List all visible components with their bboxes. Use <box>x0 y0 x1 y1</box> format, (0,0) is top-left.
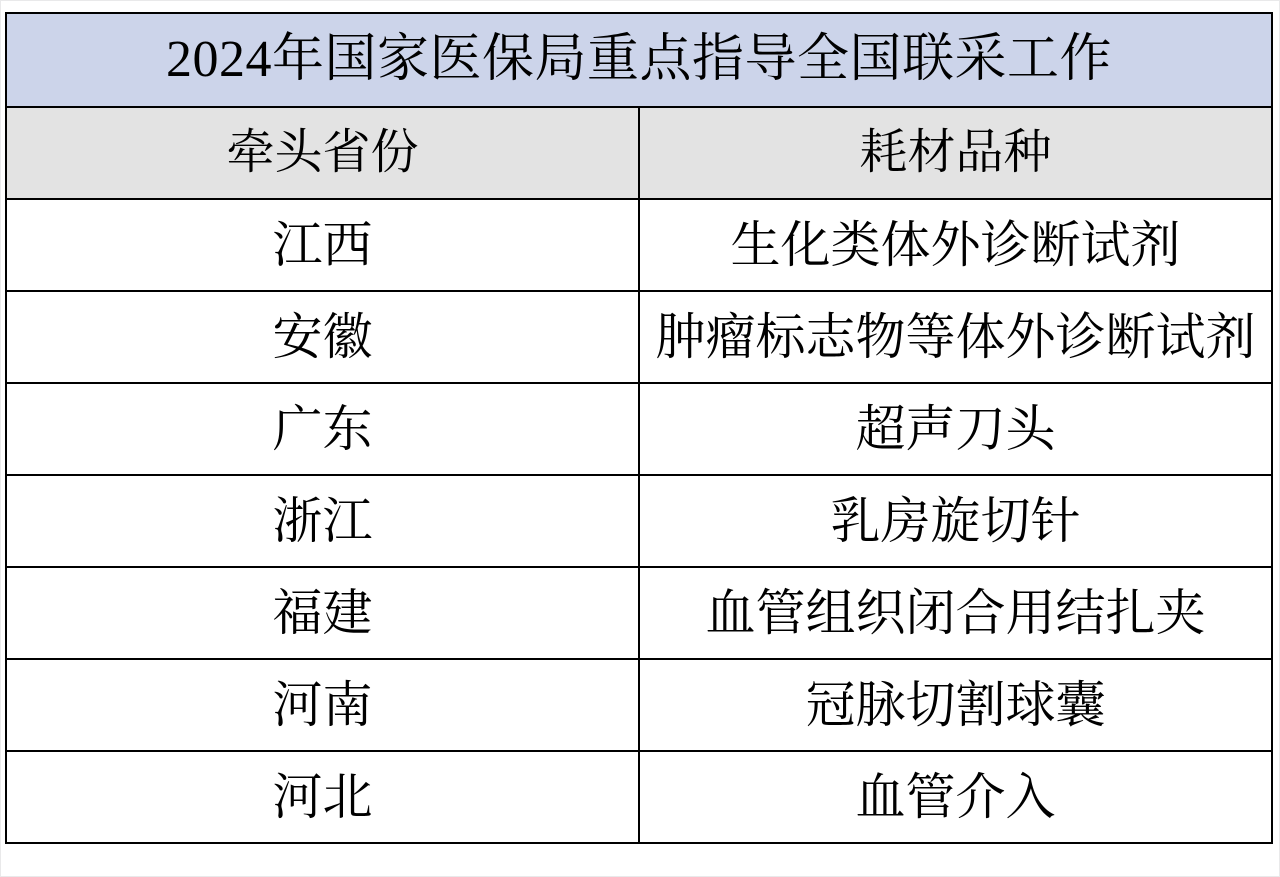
cell-item: 生化类体外诊断试剂 <box>639 199 1272 291</box>
procurement-table <box>5 12 1273 844</box>
table-title-row <box>6 13 1272 107</box>
cell-province: 河南 <box>6 659 639 751</box>
cell-province: 安徽 <box>6 291 639 383</box>
cell-province: 浙江 <box>6 475 639 567</box>
table-row <box>6 383 1272 475</box>
table-row <box>6 291 1272 383</box>
table-row <box>6 199 1272 291</box>
table-title: 2024年国家医保局重点指导全国联采工作 <box>6 13 1272 107</box>
table-row <box>6 659 1272 751</box>
table-row <box>6 567 1272 659</box>
table-row <box>6 751 1272 843</box>
cell-item: 肿瘤标志物等体外诊断试剂 <box>639 291 1272 383</box>
cell-item: 冠脉切割球囊 <box>639 659 1272 751</box>
table-header-row <box>6 107 1272 199</box>
column-header-item: 耗材品种 <box>639 107 1272 199</box>
page-guide-left <box>0 0 1 877</box>
cell-province: 福建 <box>6 567 639 659</box>
cell-item: 超声刀头 <box>639 383 1272 475</box>
cell-province: 广东 <box>6 383 639 475</box>
cell-item: 血管组织闭合用结扎夹 <box>639 567 1272 659</box>
cell-item: 血管介入 <box>639 751 1272 843</box>
page-guide-top <box>0 0 1280 1</box>
cell-item: 乳房旋切针 <box>639 475 1272 567</box>
cell-province: 河北 <box>6 751 639 843</box>
column-header-province: 牵头省份 <box>6 107 639 199</box>
table-row <box>6 475 1272 567</box>
cell-province: 江西 <box>6 199 639 291</box>
